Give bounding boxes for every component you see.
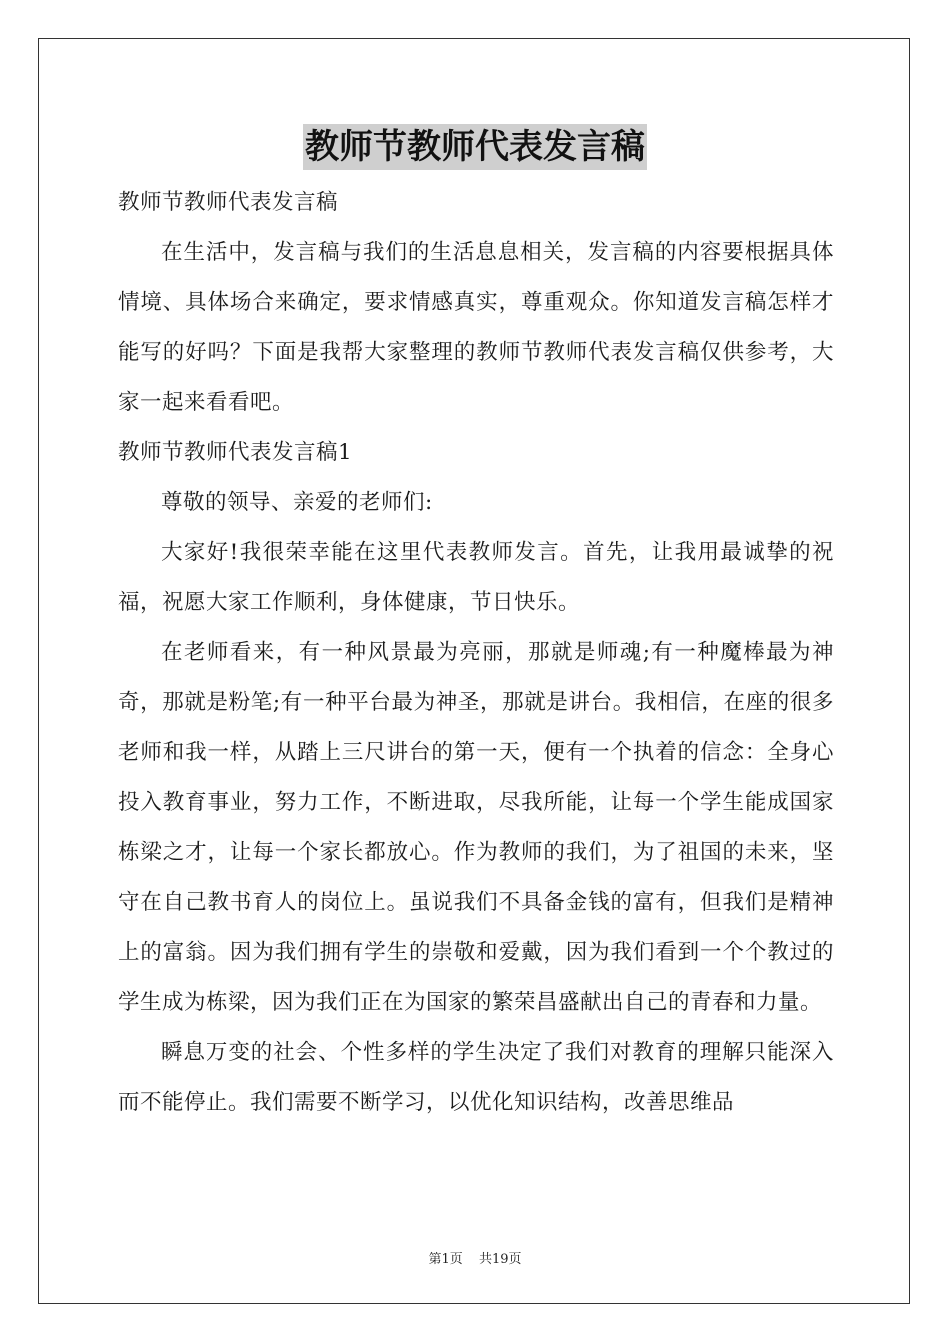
paragraph-body-1: 在老师看来，有一种风景最为亮丽，那就是师魂;有一种魔棒最为神奇，那就是粉笔;有一种平台最为神圣，那就是讲台。我相信，在座的很多老师和我一样，从踏上三尺讲台的第一天，便有一个执着的信念：全身心投入教育事业，努力工作，不断进取，尽我所能，让每一个学生能成国家栋梁之才，让每一个家长都放心。作为教师的我们，为了祖国的未来，坚守在自己教书育人的岗位上。虽说我们不具备金钱的富有，但我们是精神上的富翁。因为我们拥有学生的崇敬和爱戴，因为我们看到一个个教过的学生成为栋梁，因为我们正在为国家的繁荣昌盛献出自己的青春和力量。 (118, 640, 834, 1015)
paragraph-section-heading: 教师节教师代表发言稿1 (118, 440, 353, 465)
page-footer (0, 1248, 950, 1267)
document-title: 教师节教师代表发言稿 (303, 124, 647, 170)
paragraph-greeting: 尊敬的领导、亲爱的老师们: (161, 490, 433, 515)
paragraph-subtitle: 教师节教师代表发言稿 (118, 190, 339, 215)
document-body (118, 178, 834, 1128)
page-total: 共19页 (478, 1252, 522, 1267)
paragraph-opening: 大家好!我很荣幸能在这里代表教师发言。首先，让我用最诚挚的祝福，祝愿大家工作顺利，身体健康，节日快乐。 (118, 540, 834, 615)
page-number: 第1页 (428, 1252, 463, 1267)
title-container (0, 124, 950, 170)
paragraph-body-2: 瞬息万变的社会、个性多样的学生决定了我们对教育的理解只能深入而不能停止。我们需要不断学习，以优化知识结构，改善思维品 (118, 1040, 834, 1115)
paragraph-intro: 在生活中，发言稿与我们的生活息息相关，发言稿的内容要根据具体情境、具体场合来确定，要求情感真实，尊重观众。你知道发言稿怎样才能写的好吗？下面是我帮大家整理的教师节教师代表发言稿仅供参考，大家一起来看看吧。 (118, 240, 834, 415)
